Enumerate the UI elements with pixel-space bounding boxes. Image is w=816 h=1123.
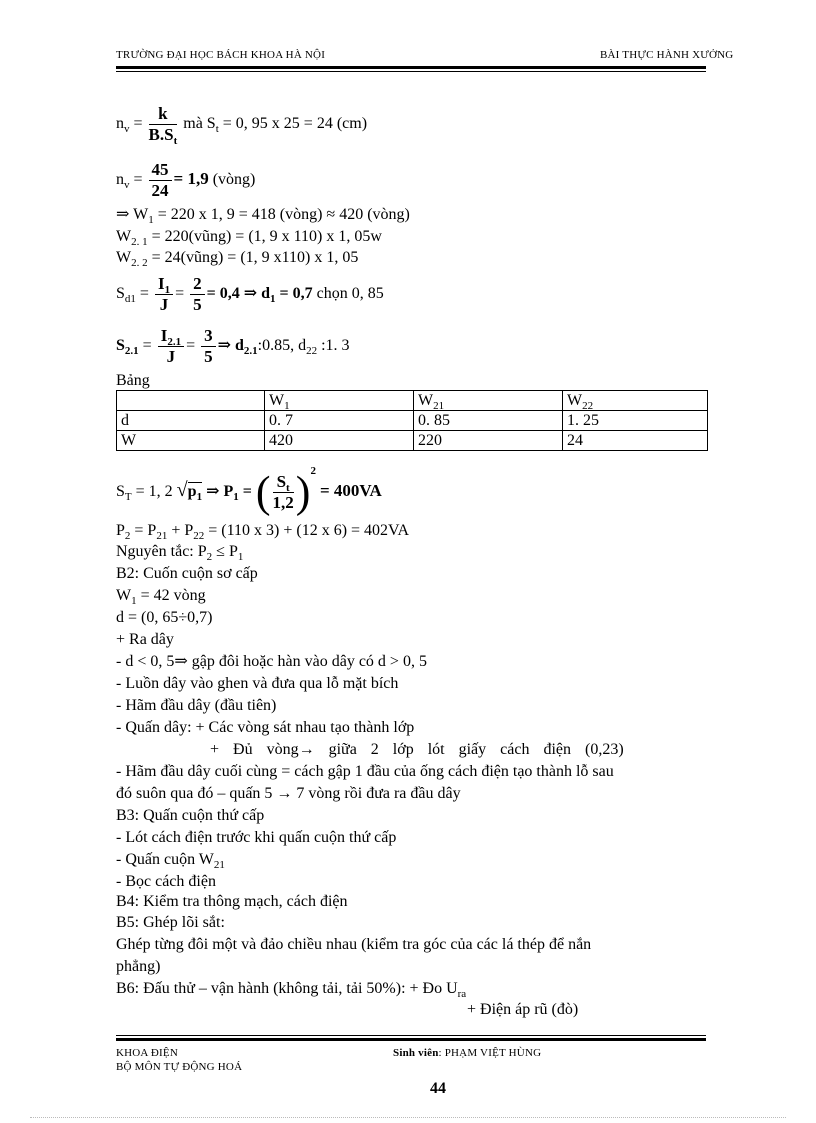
text-line: $W_1 = 42$ vòng (116, 587, 206, 607)
footer-student: Sinh viên: PHẠM VIỆT HÙNG (393, 1047, 542, 1059)
step-b3: B3: Quấn cuộn thứ cấp (116, 807, 265, 824)
step-b4: B4: Kiểm tra thông mạch, cách điện (116, 893, 348, 910)
table-cell: $W_{21}$ (414, 391, 563, 411)
text-line: - Hãm đầu dây cuối cùng = cách gập 1 đầu của ống cách điện tạo thành lỗ sau (116, 763, 614, 780)
text-line: - d < 0, 5⇒ gập đôi hoặc hàn vào dây có d > 0, 5 (116, 653, 427, 670)
text-line: - Luồn dây vào ghen và đưa qua lỗ mặt bích (116, 675, 399, 692)
footer-dept: KHOA ĐIỆN (116, 1047, 178, 1059)
text-line: + Đủ vòng→ giữa 2 lớp lót giấy cách điện (0,23) (210, 741, 624, 758)
text-line: + Ra dây (116, 631, 174, 648)
table-row (117, 411, 708, 431)
text-line: phẳng) (116, 958, 161, 975)
header-rule-thin (116, 71, 706, 72)
table-cell: 220 (414, 431, 563, 451)
text-line: đó suôn qua đó – quấn 5 → 7 vòng rồi đưa ra đầu dây (116, 785, 461, 802)
header-left: TRƯỜNG ĐẠI HỌC BÁCH KHOA HÀ NỘI (116, 49, 326, 61)
text-line: - Bọc cách điện (116, 873, 216, 890)
table-cell: $W_1$ (265, 391, 414, 411)
table-row (117, 391, 708, 411)
formula-nv-2: $n_v$ = $\frac{45}{24}$ = 1,9 (vòng) (116, 159, 256, 200)
footer-subdept: BỘ MÔN TỰ ĐỘNG HOÁ (116, 1061, 243, 1073)
table-cell: 0. 7 (265, 411, 414, 431)
table-cell: 24 (563, 431, 708, 451)
page-edge (30, 1117, 786, 1118)
formula-w22: $W_{2. 2}$ = 24(vũng) = (1, 9 x110) x 1, 05 (116, 249, 359, 269)
table-cell: d (117, 411, 265, 431)
formula-w21: $W_{2. 1}$ = 220(vũng) = (1, 9 x 110) x 1, 05w (116, 228, 382, 248)
table-cell: $W_{22}$ (563, 391, 708, 411)
footer-rule-thin (116, 1035, 706, 1036)
table-cell: 0. 85 (414, 411, 563, 431)
header-right: BÀI THỰC HÀNH XƯỞNG (600, 49, 734, 61)
text-line: - Lót cách điện trước khi quấn cuộn thứ cấp (116, 829, 397, 846)
table-cell: 420 (265, 431, 414, 451)
step-b2: B2: Cuốn cuộn sơ cấp (116, 565, 258, 582)
table-cell (117, 391, 265, 411)
text-line: - Quấn dây: + Các vòng sát nhau tạo thành lớp (116, 719, 415, 736)
table-cell: W (117, 431, 265, 451)
text-line: - Quấn cuộn $W_{21}$ (116, 851, 225, 871)
text-line: - Hãm đầu dây (đầu tiên) (116, 697, 277, 714)
step-b6: B6: Đấu thử – vận hành (không tải, tải 50%): + Đo $U_{ra}$ (116, 980, 467, 1000)
text-line: Nguyên tắc: $P_2 \le P_1$ (116, 543, 244, 563)
step-b5: B5: Ghép lõi sắt: (116, 914, 225, 931)
winding-table (116, 390, 708, 451)
header-rule-thick (116, 66, 706, 69)
formula-w1: ⇒ $W_1 = 220$ x 1, 9 = 418 (vòng) ≈ 420 (vòng) (116, 206, 410, 226)
footer-rule-thick (116, 1038, 706, 1041)
text-line: Ghép từng đôi một và đảo chiều nhau (kiểm tra góc của các lá thép để nắn (116, 936, 592, 953)
formula-st: $S_T = 1$, 2 $√p_1$ ⇒ $P_1$ = ( $\frac{S_t}{1,2}$ )$^2$ = 400VA (116, 465, 382, 517)
table-cell: 1. 25 (563, 411, 708, 431)
table-caption: Bảng (116, 372, 150, 389)
text-line: + Điện áp rũ (đò) (467, 1001, 579, 1018)
page-number: 44 (430, 1080, 446, 1097)
formula-sd1: $S_{d1}$ = $\frac{I_1}{J}$ = $\frac{2}{5}$ = 0,4 ⇒ $d_1 = 0,7$ chọn 0, 85 (116, 273, 384, 314)
text-line: $P_2 = P_{21} + P_{22} = (110$ x 3) + (12 x 6) = 402VA (116, 522, 410, 542)
formula-nv-1: $n_v$ = $\frac{k}{B.S_t}$ mà $S_t = 0$, 95 x 25 = 24 (cm) (116, 103, 368, 147)
formula-s21: $S_{2.1}$ = $\frac{I_{2.1}}{J}$ = $\frac{3}{5}$ ⇒ $d_{2.1}:0.85$, $d_{22}$ :1. 3 (116, 325, 350, 366)
text-line: d = (0, 65÷0,7) (116, 609, 213, 626)
table-row (117, 431, 708, 451)
